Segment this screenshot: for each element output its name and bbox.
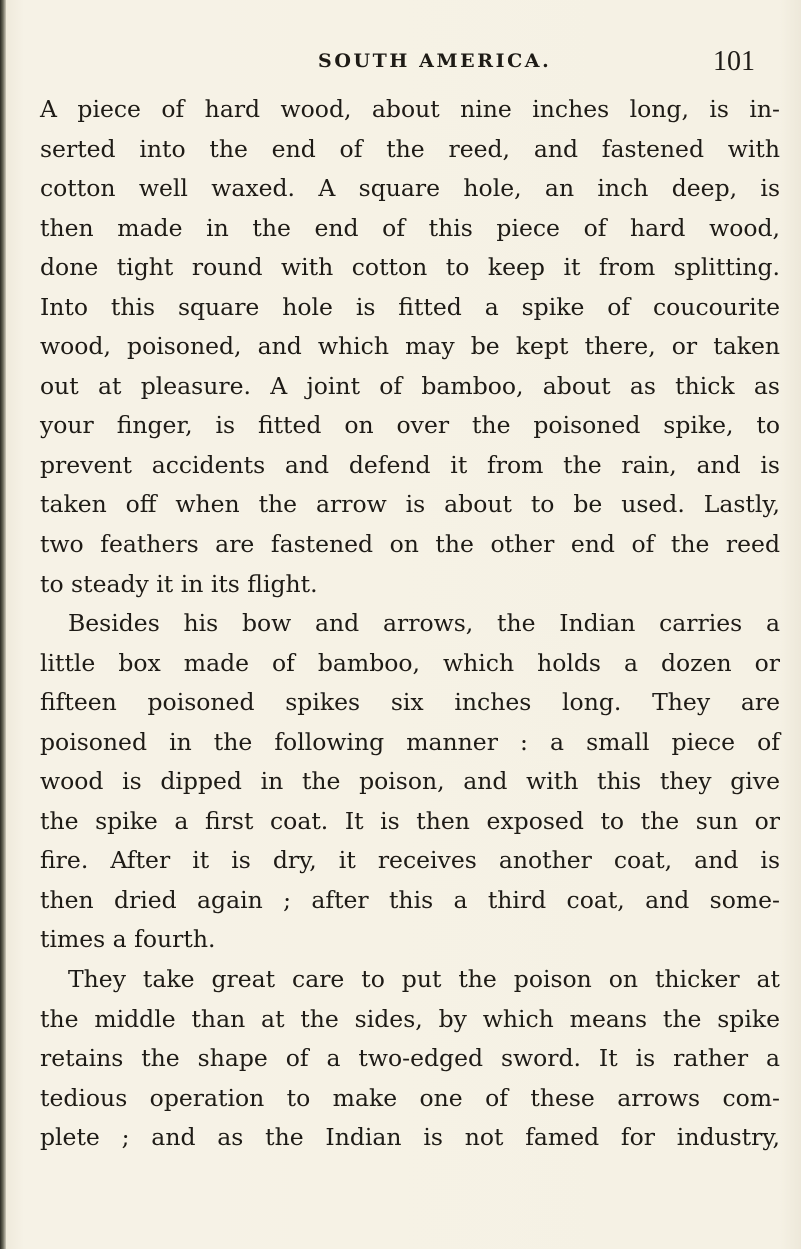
text-line: out at pleasure. A joint of bamboo, about as thick as [40,371,780,400]
text-line: serted into the end of the reed, and fastened with [40,134,780,163]
text-line: wood is dipped in the poison, and with this they give [40,767,780,796]
text-line: Besides his bow and arrows, the Indian carries a [68,609,780,638]
text-line: retains the shape of a two-edged sword. It is rather a [40,1044,780,1073]
text-line: the spike a first coat. It is then exposed to the sun or [40,806,780,835]
text-line: tedious operation to make one of these arrows com- [40,1083,780,1112]
text-line: poisoned in the following manner : a small piece of [40,727,780,756]
page-number: 101 [713,46,755,77]
running-head [0,46,801,78]
text-line: cotton well waxed. A square hole, an inch deep, is [40,174,780,203]
text-line: then made in the end of this piece of hard wood, [40,213,780,242]
text-line: plete ; and as the Indian is not famed for industry, [40,1123,780,1152]
body-text [40,90,780,1158]
text-line: times a fourth. [40,925,216,954]
text-line: your finger, is fitted on over the poisoned spike, to [40,411,780,440]
text-line: prevent accidents and defend it from the rain, and is [40,450,780,479]
text-line: done tight round with cotton to keep it from splitting. [40,253,780,282]
text-line: little box made of bamboo, which holds a dozen or [40,648,780,677]
page-binding-edge [0,0,6,1249]
text-line: taken off when the arrow is about to be used. Lastly, [40,490,780,519]
text-line: the middle than at the sides, by which means the spike [40,1004,780,1033]
text-line: fifteen poisoned spikes six inches long. They are [40,688,780,717]
running-head-title: SOUTH AMERICA. [318,50,552,72]
text-line: They take great care to put the poison on thicker at [68,965,780,994]
text-line: to steady it in its flight. [40,569,318,598]
text-line: Into this square hole is fitted a spike of coucourite [40,292,780,321]
text-line: then dried again ; after this a third coat, and some- [40,885,780,914]
text-line: two feathers are fastened on the other end of the reed [40,530,780,559]
text-line: wood, poisoned, and which may be kept there, or taken [40,332,780,361]
text-line: fire. After it is dry, it receives another coat, and is [40,846,780,875]
text-line: A piece of hard wood, about nine inches long, is in- [40,95,780,123]
